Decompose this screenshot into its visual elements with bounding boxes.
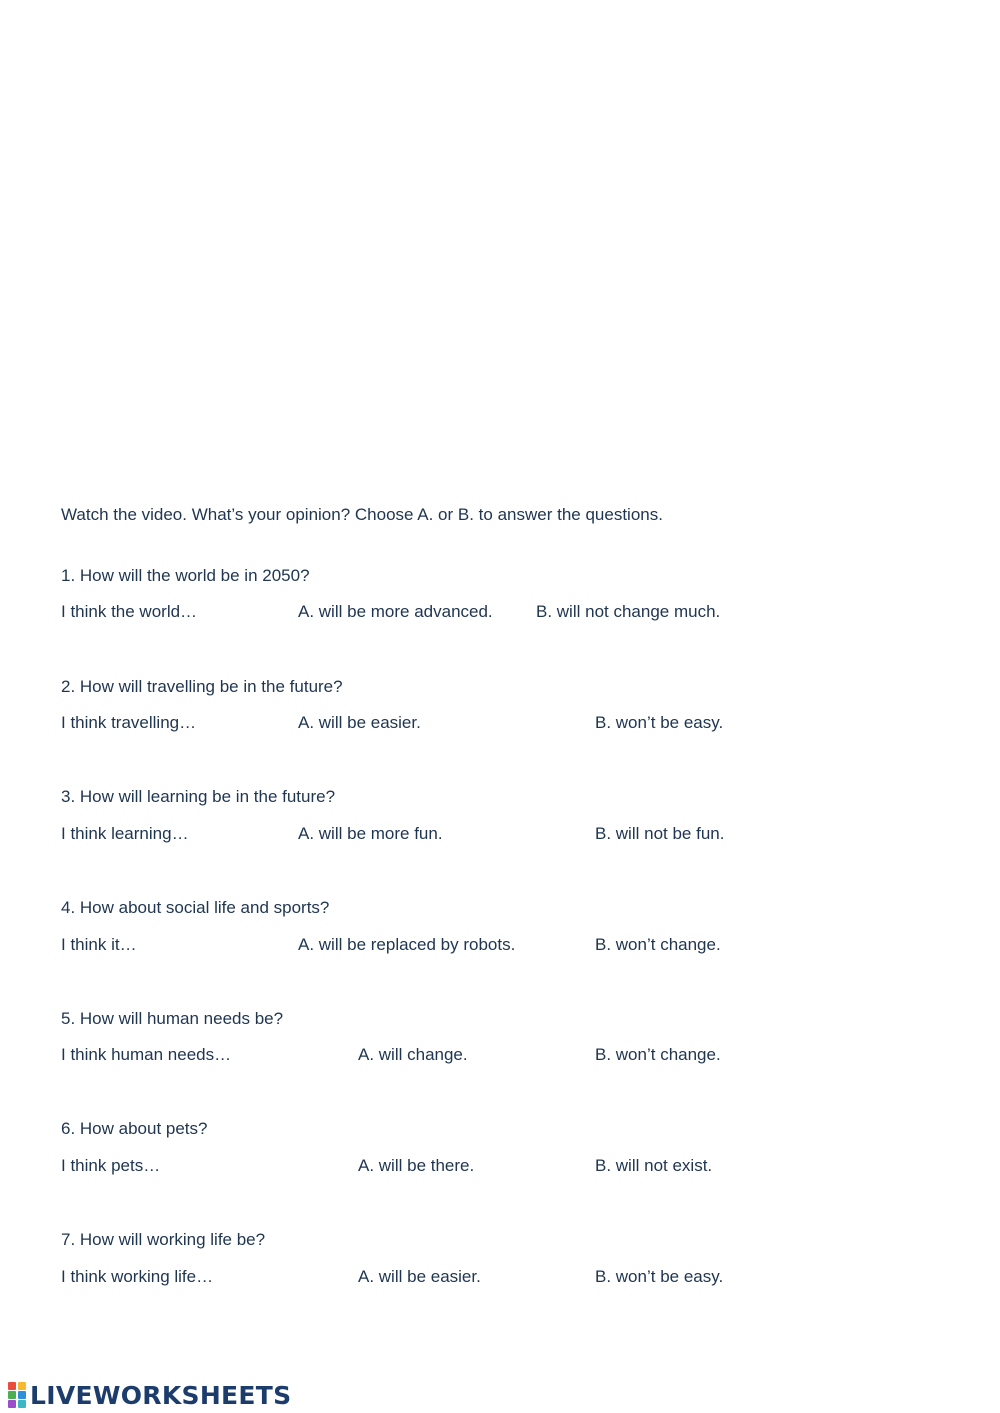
logo-text: LIVEWORKSHEETS bbox=[30, 1380, 292, 1410]
question-6: 6. How about pets? bbox=[61, 1119, 208, 1138]
question-5: 5. How will human needs be? bbox=[61, 1009, 284, 1028]
option-a-3[interactable]: A. will be more fun. bbox=[298, 824, 443, 843]
instructions: Watch the video. What’s your opinion? Choose A. or B. to answer the questions. bbox=[61, 505, 663, 524]
question-7: 7. How will working life be? bbox=[61, 1230, 266, 1249]
answer-stem-1: I think the world… bbox=[61, 602, 198, 621]
question-4: 4. How about social life and sports? bbox=[61, 898, 330, 917]
option-a-6[interactable]: A. will be there. bbox=[358, 1156, 475, 1175]
option-b-1[interactable]: B. will not change much. bbox=[536, 602, 721, 621]
answer-stem-6: I think pets… bbox=[61, 1156, 161, 1175]
option-a-4[interactable]: A. will be replaced by robots. bbox=[298, 935, 516, 954]
question-3: 3. How will learning be in the future? bbox=[61, 787, 336, 806]
option-a-7[interactable]: A. will be easier. bbox=[358, 1267, 481, 1286]
answer-stem-7: I think working life… bbox=[61, 1267, 214, 1286]
question-1: 1. How will the world be in 2050? bbox=[61, 566, 310, 585]
question-2: 2. How will travelling be in the future? bbox=[61, 677, 343, 696]
option-b-6[interactable]: B. will not exist. bbox=[595, 1156, 713, 1175]
answer-stem-5: I think human needs… bbox=[61, 1045, 232, 1064]
answer-stem-2: I think travelling… bbox=[61, 713, 197, 732]
logo-blocks-icon bbox=[8, 1382, 26, 1408]
option-b-3[interactable]: B. will not be fun. bbox=[595, 824, 725, 843]
option-b-2[interactable]: B. won’t be easy. bbox=[595, 713, 724, 732]
liveworksheets-logo[interactable] bbox=[8, 1380, 291, 1410]
option-a-5[interactable]: A. will change. bbox=[358, 1045, 468, 1064]
answer-stem-3: I think learning… bbox=[61, 824, 189, 843]
option-b-7[interactable]: B. won’t be easy. bbox=[595, 1267, 724, 1286]
option-b-5[interactable]: B. won’t change. bbox=[595, 1045, 721, 1064]
answer-stem-4: I think it… bbox=[61, 935, 137, 954]
option-a-2[interactable]: A. will be easier. bbox=[298, 713, 421, 732]
option-a-1[interactable]: A. will be more advanced. bbox=[298, 602, 493, 621]
option-b-4[interactable]: B. won’t change. bbox=[595, 935, 721, 954]
